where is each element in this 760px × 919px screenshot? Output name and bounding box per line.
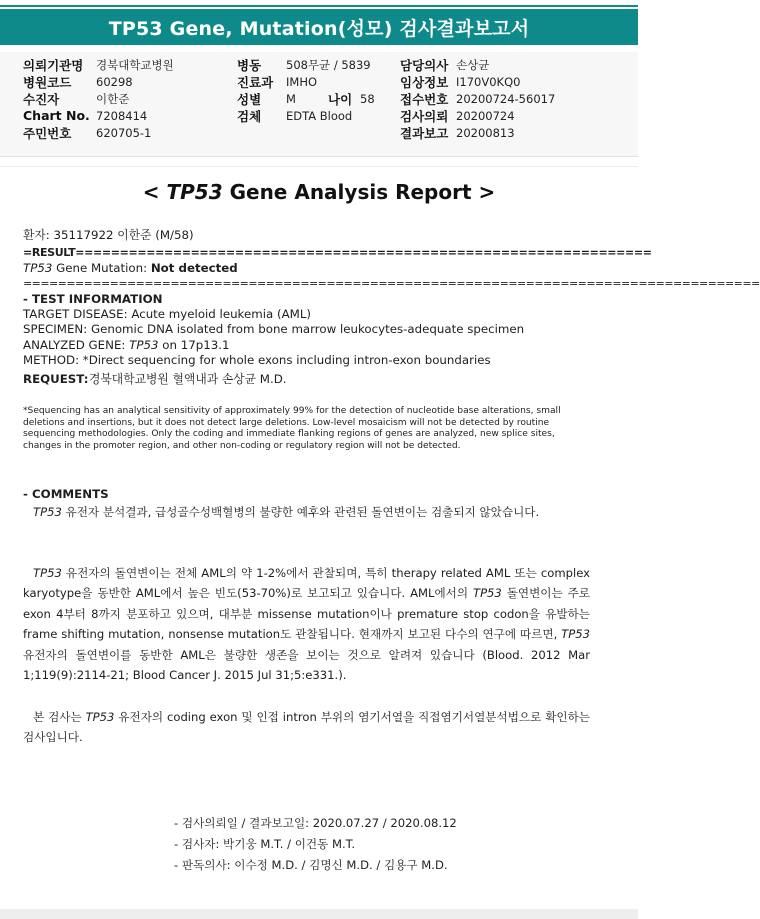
info-label: 수진자 <box>23 91 60 107</box>
specimen: SPECIMEN: Genomic DNA isolated from bone marrow leukocytes-adequate specimen <box>23 322 525 336</box>
info-label: 접수번호 <box>400 91 449 107</box>
comment-gene: TP53 <box>472 586 502 601</box>
info-value: 7208414 <box>96 108 148 123</box>
info-row <box>400 73 555 90</box>
info-label: 담당의사 <box>400 57 449 73</box>
comment-gene: TP53 <box>561 627 590 642</box>
comment-text: 유전자의 coding exon 및 인접 intron 부위의 염기서열을 직접염기서열분석법으로 확인하는 검사입니다. <box>23 710 590 745</box>
note-line: *Sequencing has an analytical sensitivity of approximately 99% for the detection of nucleotide base alterations, small <box>23 406 561 416</box>
divider <box>0 166 638 167</box>
mutation-label: Gene Mutation: <box>52 261 151 275</box>
mutation-value: Not detected <box>150 261 238 275</box>
analyzed-rest: on 17p13.1 <box>158 338 230 352</box>
comment-paragraph-1 <box>23 502 590 522</box>
analyzed-gene <box>23 338 613 353</box>
info-label: 검체 <box>237 108 262 124</box>
report-header-title: TP53 Gene, Mutation(성모) 검사결과보고서 <box>108 17 530 40</box>
comment-text: 본 검사는 <box>33 710 86 724</box>
info-row <box>400 107 555 124</box>
note-line: deletions and insertions, but it does not detect large deletions. Low-level mosaicism will not be detected by routine <box>23 417 550 428</box>
sensitivity-note <box>23 406 593 452</box>
request <box>23 372 613 387</box>
note-line: sequencing methodologies. Only the coding and immediate flanking regions of genes are analyzed, new splice sites, <box>23 429 555 440</box>
info-row <box>237 56 375 73</box>
top-accent-line <box>0 5 638 7</box>
info-row <box>237 73 375 90</box>
info-value: 20200724 <box>456 108 515 123</box>
info-value: I170V0KQ0 <box>456 74 521 89</box>
mutation-gene: TP53 <box>23 261 53 275</box>
info-row <box>23 73 174 90</box>
info-row <box>23 56 174 73</box>
method: METHOD: *Direct sequencing for whole exons including intron-exon boundaries <box>23 353 491 367</box>
info-column-1 <box>23 56 174 141</box>
info-row <box>23 124 174 141</box>
info-value: 20200724-56017 <box>456 91 556 106</box>
comment-text: 유전자의 돌연변이를 동반한 AML은 불량한 생존을 보이는 것으로 알려져 있습니다 (Blood. 2012 Mar 1;119(9):2114-21; Blood Cancer J. 2015 Jul 31;5:e331.). <box>23 647 590 683</box>
technicians: - 검사자: 박기웅 M.T. / 이건동 M.T. <box>174 837 356 851</box>
target-disease: TARGET DISEASE: Acute myeloid leukemia (AML) <box>23 307 312 321</box>
info-row <box>400 56 555 73</box>
comments-heading: - COMMENTS <box>23 487 109 501</box>
comment-gene: TP53 <box>33 566 62 580</box>
info-value: IMHO <box>286 74 318 89</box>
report-header <box>0 9 638 45</box>
comment-text: 유전자의 돌연변이는 전체 AML의 약 1-2%에서 관찰되며, 특히 therapy related AML 또는 complex karyotype을 동반한 AML에서 높은 빈도(53-70%)로 보고되고 있습니다. AML에서의 <box>23 566 590 601</box>
info-row <box>400 124 555 141</box>
bottom-strip <box>0 909 638 919</box>
info-label: 병동 <box>237 57 262 73</box>
info-label: 성별 <box>237 91 262 107</box>
title-rest: Gene Analysis Report > <box>222 180 496 204</box>
info-value: 이한준 <box>96 91 130 106</box>
info-row <box>23 107 174 124</box>
info-value: 58 <box>360 91 375 106</box>
title-gene: TP53 <box>166 180 223 204</box>
comment-paragraph-2 <box>23 563 590 685</box>
info-label: 임상정보 <box>400 74 449 90</box>
info-label: 검사의뢰 <box>400 108 449 124</box>
info-value: 손상균 <box>456 57 490 72</box>
info-value: 경북대학교병원 <box>96 57 174 72</box>
info-label: 의뢰기관명 <box>23 57 84 73</box>
info-value: EDTA Blood <box>286 108 353 123</box>
info-value: M <box>286 91 296 106</box>
title-prefix: < <box>142 180 167 204</box>
info-value: 20200813 <box>456 125 515 140</box>
divider <box>0 156 638 157</box>
result-divider: ===================================================================================== <box>23 277 760 290</box>
request-report-dates: - 검사의뢰일 / 결과보고일: 2020.07.27 / 2020.08.12 <box>174 816 457 830</box>
info-value: 620705-1 <box>96 125 152 140</box>
info-label: 결과보고 <box>400 125 449 141</box>
info-label: 병원코드 <box>23 74 72 90</box>
info-value: 508무균 / 5839 <box>286 57 371 72</box>
comment-gene: TP53 <box>33 505 62 519</box>
info-label: 나이 <box>328 91 353 107</box>
comment-text: 유전자 분석결과, 급성골수성백혈병의 불량한 예후와 관련된 돌연변이는 검출되지 않았습니다. <box>61 505 540 519</box>
info-value: 60298 <box>96 74 133 89</box>
result-heading: =RESULT================================================================= <box>23 246 652 259</box>
info-row <box>237 107 375 124</box>
comment-gene: TP53 <box>85 710 115 724</box>
info-row <box>23 90 174 107</box>
request-value: 경북대학교병원 혈액내과 손상균 M.D. <box>89 372 287 386</box>
info-label: 진료과 <box>237 74 274 90</box>
comment-paragraph-3 <box>23 707 590 748</box>
note-line: changes in the promoter region, and other non-coding or regulatory region will not be detected. <box>23 440 461 451</box>
mutation-result <box>23 261 613 276</box>
info-row <box>400 90 555 107</box>
info-column-2 <box>237 56 375 124</box>
analyzed-label: ANALYZED GENE: <box>23 338 130 352</box>
info-label: 주민번호 <box>23 125 72 141</box>
info-row <box>237 90 375 107</box>
pathologists: - 판독의사: 이수정 M.D. / 김명신 M.D. / 김용구 M.D. <box>174 858 448 872</box>
patient-line: 환자: 35117922 이한준 (M/58) <box>23 228 194 242</box>
info-column-3 <box>400 56 555 141</box>
report-title <box>0 180 638 204</box>
test-info-heading: - TEST INFORMATION <box>23 292 163 306</box>
comment-text: 돌연변이는 주로 exon 4부터 8까지 분포하고 있으며, 대부분 missense mutation이나 premature stop codon을 유발하는 frame shifting mutation, nonsense mutation도 관찰됩니다. 현재까지 보고된 다수의 연구에 따르면, <box>23 586 590 642</box>
info-label: Chart No. <box>23 108 90 123</box>
patient-info-panel <box>0 52 638 156</box>
analyzed-gene-name: TP53 <box>129 338 159 352</box>
request-label: REQUEST: <box>23 372 89 386</box>
